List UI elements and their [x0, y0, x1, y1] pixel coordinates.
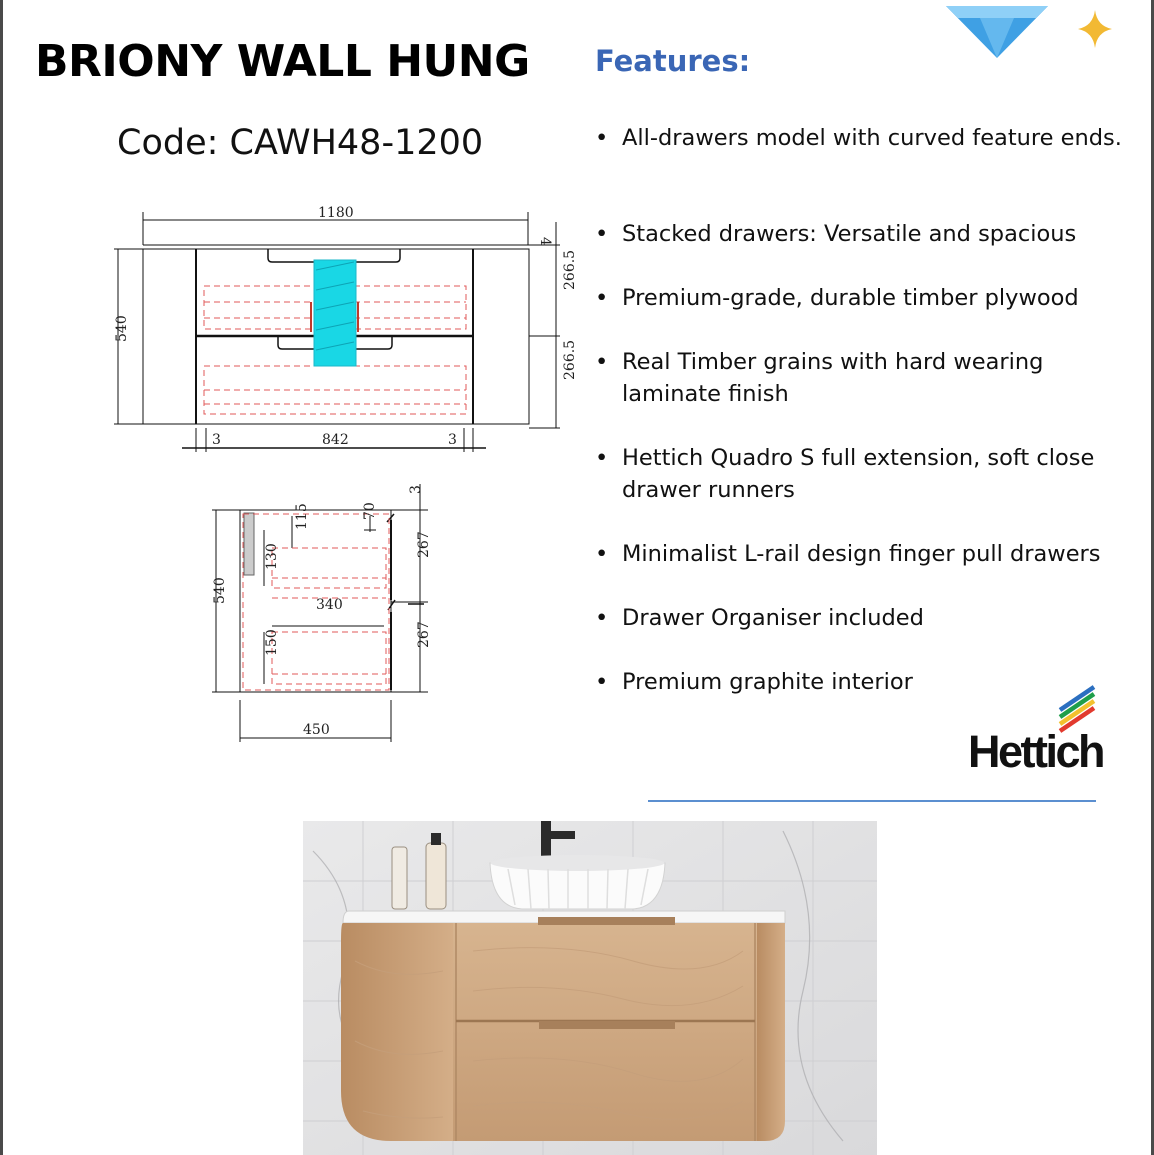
dim-side-height-label: 540 — [212, 577, 228, 604]
divider-rule — [648, 800, 1096, 802]
dim-115-label: 115 — [294, 503, 310, 530]
dim-130-label: 130 — [264, 543, 280, 570]
feature-item: • Premium-grade, durable timber plywood — [595, 285, 1079, 311]
feature-item: • Drawer Organiser included — [595, 605, 924, 631]
product-code: Code: CAWH48-1200 — [117, 123, 484, 163]
front-view-drawing — [114, 212, 560, 452]
sparkle-icon — [1078, 10, 1112, 48]
feature-item: • Premium graphite interior — [595, 669, 913, 695]
feature-item: • Stacked drawers: Versatile and spacious — [595, 221, 1077, 247]
hettich-wordmark: Hettich — [968, 726, 1104, 777]
hettich-logo — [968, 684, 1112, 788]
dim-drawer-upper-label: 266.5 — [562, 249, 578, 290]
dim-drawer-lower-label: 266.5 — [562, 339, 578, 380]
page-title: BRIONY WALL HUNG — [35, 36, 530, 87]
feature-item: • Hettich Quadro S full extension, soft close drawer runners — [595, 445, 1095, 503]
vessel-basin — [490, 855, 665, 909]
feature-item: • Minimalist L-rail design finger pull drawers — [595, 541, 1101, 567]
dim-height-label: 540 — [114, 315, 130, 342]
features-heading: Features: — [595, 44, 751, 78]
side-view-drawing — [212, 484, 428, 742]
dim-side-lower-label: 267 — [416, 621, 432, 648]
dim-70-label: 70 — [362, 502, 378, 520]
dim-side-left-label: 3 — [212, 432, 221, 448]
dim-side-top-label: 3 — [408, 485, 424, 494]
dim-width-label: 1180 — [318, 205, 354, 221]
dimension-drawings — [0, 0, 600, 760]
dim-150-label: 150 — [264, 629, 280, 656]
dim-inner-width-label: 842 — [322, 432, 349, 448]
dim-top-label: 4 — [537, 237, 553, 246]
dim-340-label: 340 — [316, 597, 343, 613]
feature-item: • All-drawers model with curved feature ends. — [595, 125, 1122, 151]
dim-side-right-label: 3 — [448, 432, 457, 448]
vanity-cabinet — [341, 911, 785, 1141]
dim-side-upper-label: 267 — [416, 531, 432, 558]
feature-item: • Real Timber grains with hard wearing laminate finish — [595, 349, 1044, 407]
product-photo — [303, 821, 877, 1155]
dim-depth-label: 450 — [303, 722, 330, 738]
diamond-icon — [940, 0, 1140, 70]
